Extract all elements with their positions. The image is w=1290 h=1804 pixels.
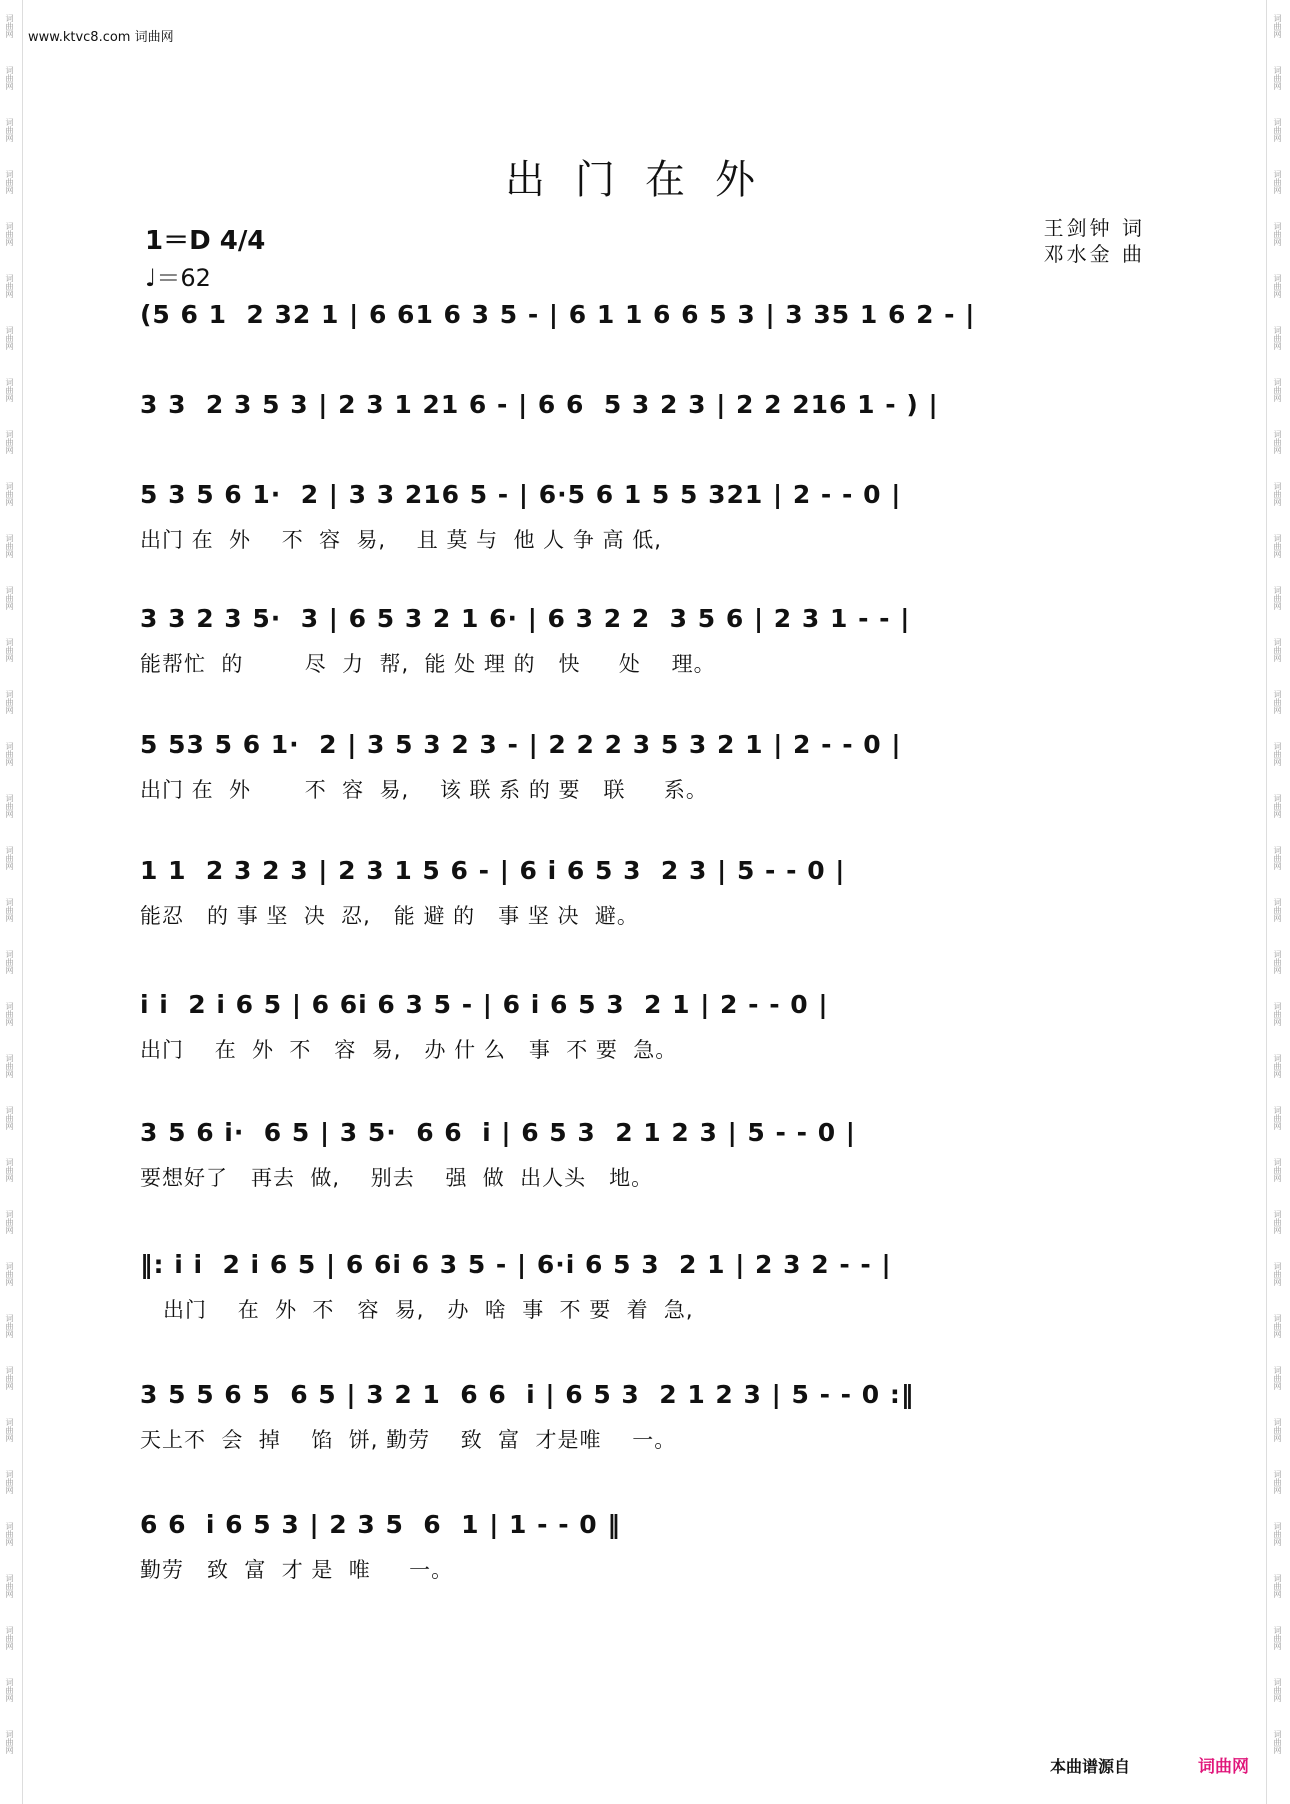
watermark-mark: 词曲网 — [5, 1470, 14, 1494]
notation-line: (5 6 1 2 32 1 | 6 61 6 3 5 - | 6 1 1 6 6 5 3 | 3 35 1 6 2 - | — [140, 300, 976, 329]
watermark-mark: 词曲网 — [5, 430, 14, 454]
watermark-mark: 词曲网 — [1273, 274, 1282, 298]
watermark-mark: 词曲网 — [5, 742, 14, 766]
lyricist-credit: 王剑钟 词 — [1043, 216, 1145, 240]
watermark-mark: 词曲网 — [1273, 1210, 1282, 1234]
watermark-mark: 词曲网 — [5, 66, 14, 90]
lyric-line: 出门 在 外 不 容 易, 办 啥 事 不 要 着 急, — [140, 1298, 694, 1322]
watermark-mark: 词曲网 — [1273, 222, 1282, 246]
watermark-mark: 词曲网 — [1273, 1470, 1282, 1494]
lyric-line: 能帮忙 的 尽 力 帮, 能 处 理 的 快 处 理。 — [140, 652, 716, 676]
lyric-line: 出门 在 外 不 容 易, 办 什 么 事 不 要 急。 — [140, 1038, 678, 1062]
notation-line: i i 2 i 6 5 | 6 6i 6 3 5 - | 6 i 6 5 3 2 1 | 2 - - 0 | — [140, 990, 829, 1019]
watermark-mark: 词曲网 — [5, 638, 14, 662]
watermark-mark: 词曲网 — [5, 1314, 14, 1338]
watermark-mark: 词曲网 — [5, 170, 14, 194]
notation-line: 3 5 5 6 5 6 5 | 3 2 1 6 6 i | 6 5 3 2 1 2 3 | 5 - - 0 :‖ — [140, 1380, 915, 1409]
key-signature: 1＝D 4/4 — [145, 226, 266, 256]
watermark-mark: 词曲网 — [5, 482, 14, 506]
watermark-mark: 词曲网 — [1273, 846, 1282, 870]
watermark-mark: 词曲网 — [5, 14, 14, 38]
notation-line: 6 6 i 6 5 3 | 2 3 5 6 1 | 1 - - 0 ‖ — [140, 1510, 621, 1539]
watermark-mark: 词曲网 — [1273, 1418, 1282, 1442]
left-margin-line — [22, 0, 23, 1804]
watermark-mark: 词曲网 — [1273, 1158, 1282, 1182]
left-watermark-strip — [4, 0, 18, 1804]
right-watermark-strip — [1272, 0, 1286, 1804]
watermark-mark: 词曲网 — [1273, 482, 1282, 506]
watermark-mark: 词曲网 — [1273, 430, 1282, 454]
watermark-mark: 词曲网 — [1273, 1314, 1282, 1338]
watermark-mark: 词曲网 — [1273, 1106, 1282, 1130]
watermark-mark: 词曲网 — [5, 222, 14, 246]
watermark-mark: 词曲网 — [1273, 66, 1282, 90]
watermark-mark: 词曲网 — [5, 1366, 14, 1390]
watermark-mark: 词曲网 — [5, 1054, 14, 1078]
source-text: 本曲谱源自 — [1050, 1757, 1131, 1776]
watermark-mark: 词曲网 — [5, 1262, 14, 1286]
notation-line: 1 1 2 3 2 3 | 2 3 1 5 6 - | 6 i 6 5 3 2 3 | 5 - - 0 | — [140, 856, 846, 885]
notation-line: 3 3 2 3 5 3 | 2 3 1 21 6 - | 6 6 5 3 2 3 | 2 2 216 1 - ) | — [140, 390, 939, 419]
watermark-mark: 词曲网 — [1273, 1730, 1282, 1754]
watermark-mark: 词曲网 — [5, 898, 14, 922]
watermark-mark: 词曲网 — [5, 326, 14, 350]
watermark-mark: 词曲网 — [1273, 1678, 1282, 1702]
site-header[interactable]: www.ktvc8.com 词曲网 — [28, 30, 174, 45]
watermark-mark: 词曲网 — [5, 1522, 14, 1546]
right-margin-line — [1266, 0, 1267, 1804]
composer-credit: 邓水金 曲 — [1043, 242, 1145, 266]
watermark-mark: 词曲网 — [1273, 1574, 1282, 1598]
watermark-mark: 词曲网 — [1273, 794, 1282, 818]
notation-line: 5 3 5 6 1· 2 | 3 3 216 5 - | 6·5 6 1 5 5 321 | 2 - - 0 | — [140, 480, 902, 509]
notation-line: 3 5 6 i· 6 5 | 3 5· 6 6 i | 6 5 3 2 1 2 3 | 5 - - 0 | — [140, 1118, 856, 1147]
watermark-mark: 词曲网 — [1273, 534, 1282, 558]
watermark-mark: 词曲网 — [1273, 1262, 1282, 1286]
watermark-mark: 词曲网 — [1273, 950, 1282, 974]
watermark-mark: 词曲网 — [1273, 1626, 1282, 1650]
watermark-mark: 词曲网 — [5, 586, 14, 610]
watermark-mark: 词曲网 — [5, 118, 14, 142]
watermark-mark: 词曲网 — [1273, 170, 1282, 194]
watermark-mark: 词曲网 — [5, 1106, 14, 1130]
watermark-mark: 词曲网 — [1273, 1002, 1282, 1026]
watermark-mark: 词曲网 — [5, 690, 14, 714]
watermark-mark: 词曲网 — [5, 1626, 14, 1650]
watermark-mark: 词曲网 — [1273, 14, 1282, 38]
lyric-line: 出门 在 外 不 容 易, 该 联 系 的 要 联 系。 — [140, 778, 708, 802]
tempo-marking: ♩＝62 — [145, 264, 211, 292]
watermark-mark: 词曲网 — [1273, 586, 1282, 610]
watermark-mark: 词曲网 — [5, 1730, 14, 1754]
watermark-mark: 词曲网 — [1273, 898, 1282, 922]
watermark-mark: 词曲网 — [1273, 1522, 1282, 1546]
notation-line: 3 3 2 3 5· 3 | 6 5 3 2 1 6· | 6 3 2 2 3 5 6 | 2 3 1 - - | — [140, 604, 911, 633]
watermark-mark: 词曲网 — [5, 1158, 14, 1182]
watermark-mark: 词曲网 — [1273, 378, 1282, 402]
watermark-mark: 词曲网 — [5, 794, 14, 818]
lyric-line: 天上不 会 掉 馅 饼, 勤劳 致 富 才是唯 一。 — [140, 1428, 677, 1452]
watermark-mark: 词曲网 — [5, 534, 14, 558]
watermark-mark: 词曲网 — [1273, 690, 1282, 714]
watermark-mark: 词曲网 — [5, 378, 14, 402]
watermark-mark: 词曲网 — [5, 1574, 14, 1598]
watermark-mark: 词曲网 — [5, 846, 14, 870]
lyric-line: 出门 在 外 不 容 易, 且 莫 与 他 人 争 高 低, — [140, 528, 662, 552]
notation-line: 5 53 5 6 1· 2 | 3 5 3 2 3 - | 2 2 2 3 5 3 2 1 | 2 - - 0 | — [140, 730, 902, 759]
watermark-mark: 词曲网 — [5, 1002, 14, 1026]
watermark-mark: 词曲网 — [1273, 742, 1282, 766]
watermark-mark: 词曲网 — [1273, 638, 1282, 662]
watermark-mark: 词曲网 — [1273, 1054, 1282, 1078]
watermark-mark: 词曲网 — [5, 1678, 14, 1702]
watermark-mark: 词曲网 — [5, 950, 14, 974]
watermark-mark: 词曲网 — [5, 1210, 14, 1234]
notation-line: ‖: i i 2 i 6 5 | 6 6i 6 3 5 - | 6·i 6 5 3 2 1 | 2 3 2 - - | — [140, 1250, 892, 1279]
site-logo[interactable]: 词曲网 — [1198, 1757, 1249, 1777]
lyric-line: 要想好了 再去 做, 别去 强 做 出人头 地。 — [140, 1166, 654, 1190]
watermark-mark: 词曲网 — [5, 274, 14, 298]
lyric-line: 勤劳 致 富 才 是 唯 一。 — [140, 1558, 454, 1582]
watermark-mark: 词曲网 — [1273, 118, 1282, 142]
watermark-mark: 词曲网 — [5, 1418, 14, 1442]
lyric-line: 能忍 的 事 坚 决 忍, 能 避 的 事 坚 决 避。 — [140, 904, 639, 928]
song-title: 出门在外 — [505, 157, 785, 203]
watermark-mark: 词曲网 — [1273, 326, 1282, 350]
watermark-mark: 词曲网 — [1273, 1366, 1282, 1390]
